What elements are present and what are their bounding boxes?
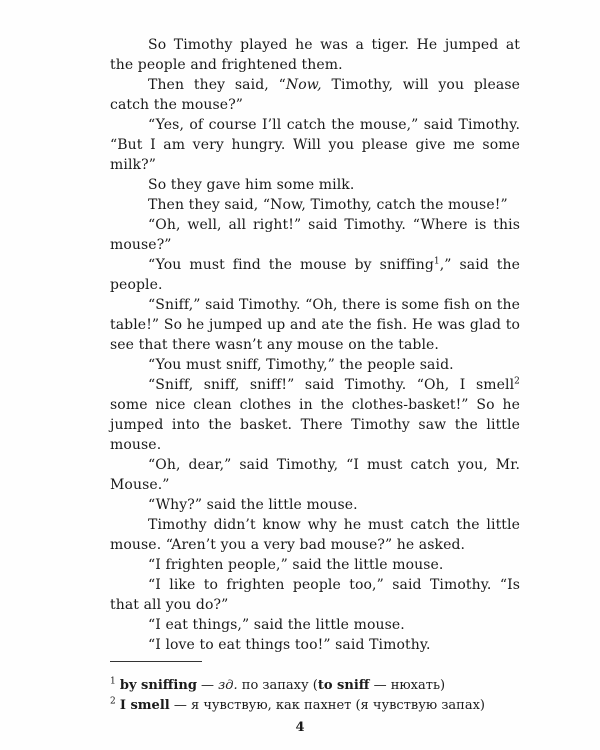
footnote-ref-2: 2 (514, 376, 520, 387)
paragraph-2-italic: Now, (285, 77, 322, 93)
footnote-1-term: by sniffing (119, 678, 197, 693)
paragraph-15: “I like to frighten people too,” said Timothy. “Is that all you do?” (110, 577, 520, 613)
paragraph-5: Then they said, “Now, Timothy, catch the mouse!” (148, 197, 508, 213)
paragraph-17: “I love to eat things too!” said Timothy. (148, 637, 431, 653)
paragraph-10 (110, 375, 520, 455)
paragraph-2-text-b: Timothy, will you please catch the mouse?” (110, 77, 520, 113)
paragraph-12: “Why?” said the little mouse. (148, 497, 358, 513)
paragraph-13: Timothy didn’t know why he must catch the little mouse. “Aren’t you a very bad mouse?” he asked. (110, 517, 520, 553)
paragraph-10-text-b: some nice clean clothes in the clothes-basket!” So he jumped into the basket. There Timothy saw the little mouse. (110, 397, 520, 453)
paragraph-9: “You must sniff, Timothy,” the people said. (148, 357, 454, 373)
paragraph-1: So Timothy played he was a tiger. He jumped at the people and frightened them. (110, 37, 520, 73)
footnote-divider (110, 661, 202, 662)
paragraph-8: “Sniff,” said Timothy. “Oh, there is some fish on the table!” So he jumped up and ate the fish. He was glad to see that there wasn’t any mouse on the table. (110, 297, 520, 353)
footnote-1-abbr: зд. (218, 678, 238, 693)
footnote-2-mark: 2 (110, 696, 116, 707)
footnote-2-term: I smell (119, 698, 170, 713)
paragraph-7-text-a: “You must find the mouse by sniffing (148, 257, 434, 273)
footnotes (110, 676, 530, 716)
footnote-2-gloss: я чувствую, как пахнет (я чувствую запах) (190, 698, 485, 713)
paragraph-4: So they gave him some milk. (148, 177, 355, 193)
footnote-2-dash: — (169, 698, 191, 713)
paragraph-11: “Oh, dear,” said Timothy, “I must catch you, Mr. Mouse.” (110, 457, 520, 493)
paragraph-7 (110, 255, 520, 295)
footnote-ref-1: 1 (433, 256, 440, 267)
paragraph-14: “I frighten people,” said the little mouse. (148, 557, 444, 573)
footnote-1-mark: 1 (110, 676, 116, 687)
footnote-1 (110, 676, 530, 696)
story-text (110, 35, 520, 655)
footnote-1-gloss-b: нюхать) (390, 678, 446, 693)
paragraph-7-text-b: ,” said the people. (110, 257, 521, 293)
paragraph-3: “Yes, of course I’ll catch the mouse,” said Timothy. “But I am very hungry. Will you please give me some milk?” (110, 117, 520, 173)
paragraph-6: “Oh, well, all right!” said Timothy. “Where is this mouse?” (110, 217, 520, 253)
paragraph-16: “I eat things,” said the little mouse. (148, 617, 405, 633)
footnote-2 (110, 696, 530, 716)
footnote-1-dash-2: — (369, 678, 391, 693)
paragraph-2 (110, 75, 520, 115)
footnote-1-gloss-a: по запаху ( (237, 678, 318, 693)
footnote-1-dash: — (196, 678, 219, 693)
paragraph-10-text-a: “Sniff, sniff, sniff!” said Timothy. “Oh, I smell (148, 377, 515, 393)
paragraph-2-text-a: Then they said, “ (148, 77, 286, 93)
footnote-1-term-2: to sniff (317, 678, 370, 693)
page-number: 4 (295, 720, 305, 735)
